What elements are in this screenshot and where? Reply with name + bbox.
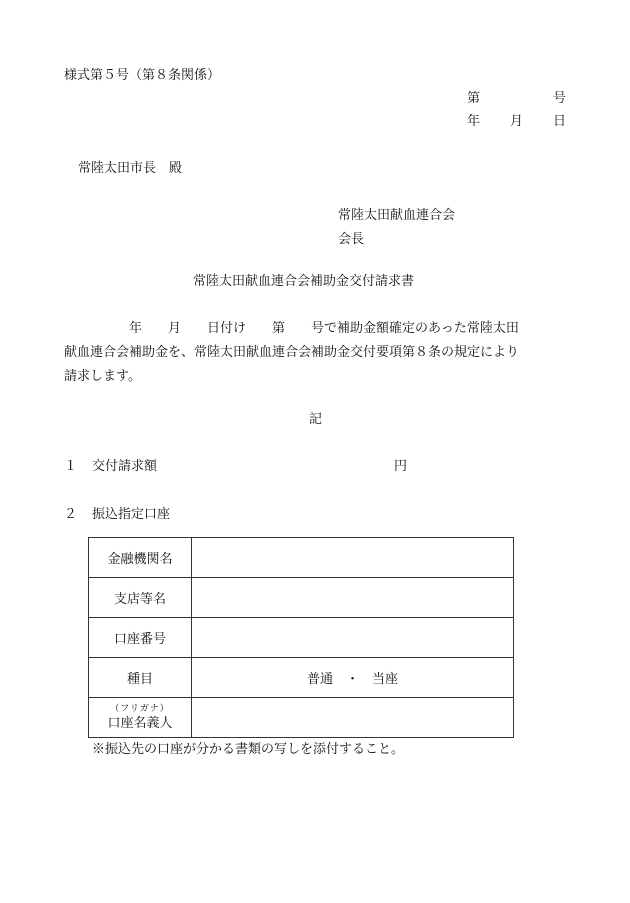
holder-label: 口座名義人 [107,715,173,731]
date-day: 日 [553,114,567,129]
table-row [89,578,514,618]
account-table [88,537,514,738]
document-title: 常陸太田献血連合会補助金交付請求書 [193,274,415,289]
item2-label: 振込指定口座 [92,507,171,522]
body-line-3: 請求します。 [64,369,141,384]
doc-number-suffix: 号 [553,91,567,106]
table-row [89,698,514,738]
account-number-label: 口座番号 [89,618,192,658]
item1-label: 交付請求額 [92,459,158,474]
holder-furigana: （フリガナ） [110,703,170,714]
sender-title: 会長 [338,232,365,247]
branch-field[interactable] [192,578,514,618]
addressee: 常陸太田市長 殿 [78,161,183,176]
account-holder-label [89,698,192,738]
attachment-note: ※振込先の口座が分かる書類の写しを添付すること。 [92,742,405,757]
ki-heading: 記 [309,412,323,427]
item1-number: １ [64,459,78,474]
branch-label: 支店等名 [89,578,192,618]
item1-unit: 円 [394,459,408,474]
account-type-label: 種目 [89,658,192,698]
account-number-field[interactable] [192,618,514,658]
account-holder-field[interactable] [192,698,514,738]
table-row [89,658,514,698]
date-year: 年 [467,114,481,129]
body-line-2: 献血連合会補助金を、常陸太田献血連合会補助金交付要項第８条の規定により [64,345,520,360]
form-number: 様式第５号（第８条関係） [64,68,221,83]
bank-name-field[interactable] [192,538,514,578]
bank-name-label: 金融機関名 [89,538,192,578]
item2-number: ２ [64,507,78,522]
table-row [89,618,514,658]
body-paragraph [64,317,574,389]
body-line-1: 年 月 日付け 第 号で補助金額確定のあった常陸太田 [64,321,519,336]
account-type-options[interactable]: 普通 ・ 当座 [192,658,514,698]
date-month: 月 [510,114,524,129]
doc-number-prefix: 第 [467,91,481,106]
table-row [89,538,514,578]
sender-org: 常陸太田献血連合会 [338,208,456,223]
